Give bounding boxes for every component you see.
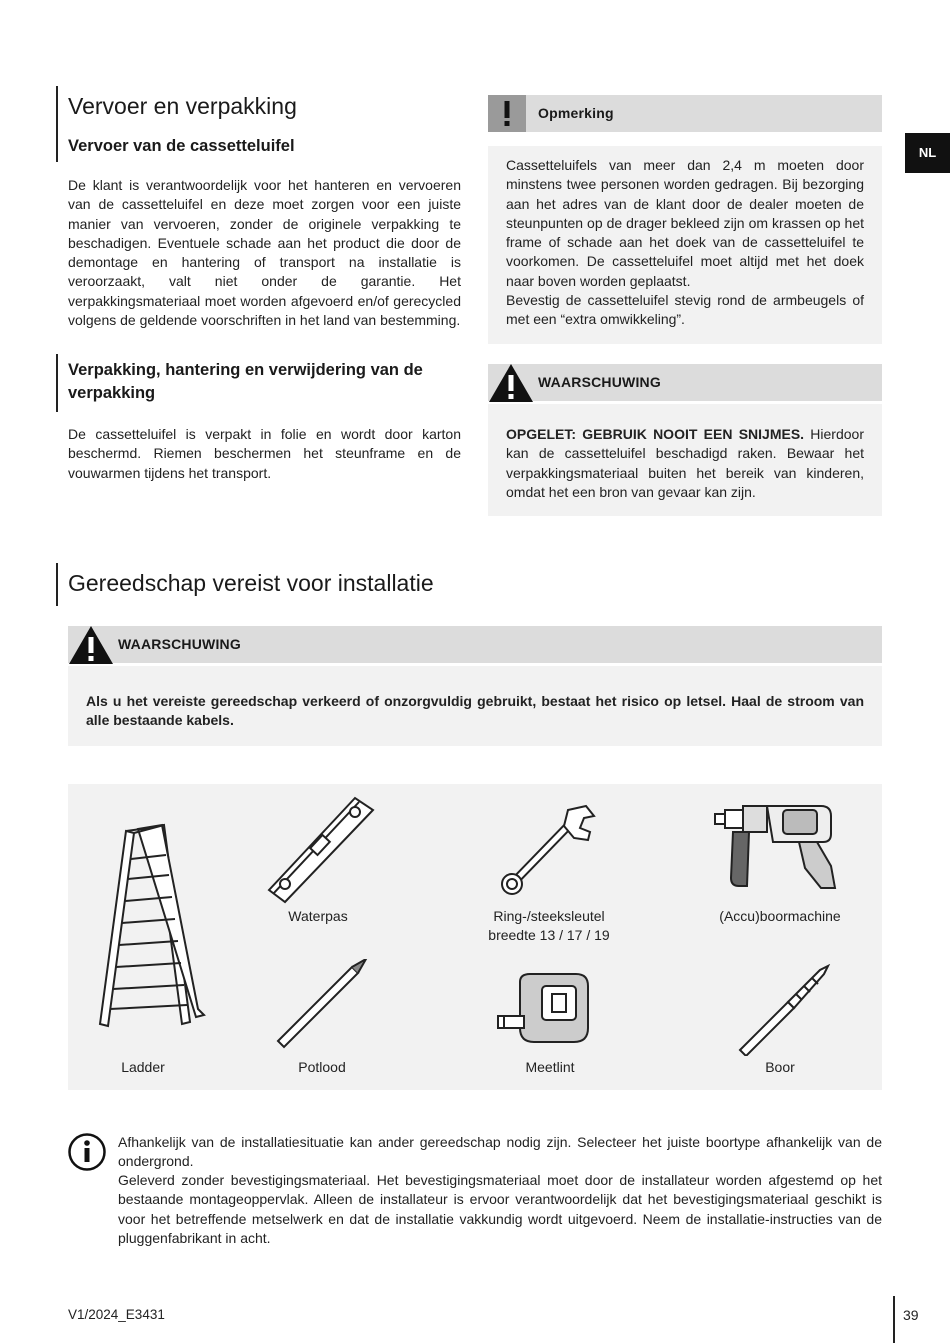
subtitle-packaging: Verpakking, hantering en verwijdering van de verpakking — [68, 361, 423, 402]
warning-box-body-2 — [68, 666, 882, 746]
warning-text-2: Als u het vereiste gereedschap verkeerd of onzorgvuldig gebruikt, bestaat het risico op letsel. Haal de stroom van alle bestaande kabels. — [86, 693, 864, 729]
version-code: V1/2024_E3431 — [68, 1307, 165, 1322]
info-text-1: Afhankelijk van de installatiesituatie kan ander gereedschap nodig zijn. Selecteer het juiste boortype afhankelijk van de ondergrond. — [118, 1134, 882, 1170]
tool-label-pencil: Potlood — [298, 1059, 346, 1075]
page-number: 39 — [903, 1307, 919, 1323]
warning-bold-text: OPGELET: GEBRUIK NOOIT EEN SNIJMES. — [506, 426, 805, 442]
info-icon — [67, 1132, 107, 1177]
spirit-level-icon — [263, 792, 378, 912]
tool-label-tape-measure: Meetlint — [525, 1059, 575, 1075]
tool-label-drill-bit: Boor — [765, 1059, 795, 1075]
section-tools-header — [56, 563, 488, 606]
language-tab: NL — [905, 133, 950, 173]
packaging-paragraph: De cassetteluifel is verpakt in folie en wordt door karton beschermd. Riemen beschermen het steunframe en de vouwarmen tijdens het transport. — [68, 426, 461, 481]
wrench-icon — [500, 804, 600, 904]
section-title-tools: Gereedschap vereist voor installatie — [68, 570, 434, 596]
tools-panel — [68, 784, 882, 1090]
warning-label-2: WAARSCHUWING — [118, 636, 241, 652]
note-text-2: Bevestig de cassetteluifel stevig rond de armbeugels of met een “extra omwikkeling”. — [506, 292, 864, 328]
warning-box-body-1 — [488, 404, 882, 516]
drill-icon — [713, 802, 838, 897]
warning-box-header-2 — [68, 626, 882, 663]
tool-label-spirit-level: Waterpas — [288, 908, 348, 924]
warning-triangle-icon-2 — [68, 624, 114, 671]
warning-normal-text: Hierdoor kan de cassetteluifel beschadigd raken. Bewaar het verpakkingsmateriaal buiten het bereik van kinderen, omdat het een bron van gevaar kan zijn. — [506, 426, 864, 500]
transport-paragraph: De klant is verantwoordelijk voor het hanteren en vervoeren van de cassetteluifel en deze moet zorgen voor een juiste manier van vervoeren, zonder de originele verpakking te beschadigen. Eventuele schade aan het product die door de demontage en hantering of transport na installatie is veroorzaakt, valt niet onder de garantie. Het verpakkingsmateriaal moet worden afgevoerd en/of gerecycled volgens de geldende voorschriften in het land van bestemming. — [68, 177, 461, 329]
exclamation-icon — [488, 95, 526, 132]
section-transport-header — [56, 86, 468, 162]
note-text: Cassetteluifels van meer dan 2,4 m moeten door minstens twee personen worden gedragen. Bij bezorging aan het adres van de klant door de dealer moeten de steunpunten op de drager bekleed zijn om krassen op het frame of schade aan het doek van de cassetteluifel te voorkomen. De cassetteluifel moet altijd met het doek naar boven worden geplaatst. — [506, 157, 864, 289]
tool-label-ladder: Ladder — [121, 1059, 165, 1075]
note-box-body — [488, 146, 882, 344]
ladder-icon — [98, 819, 208, 1039]
section-packaging-header — [56, 354, 468, 412]
tape-measure-icon — [496, 972, 591, 1049]
subtitle-transport-awning: Vervoer van de cassetteluifel — [68, 137, 295, 155]
note-label: Opmerking — [538, 105, 614, 121]
footer-divider — [893, 1296, 895, 1343]
drill-bit-icon — [736, 964, 831, 1061]
section-title-transport: Vervoer en verpakking — [68, 93, 297, 119]
warning-label-1: WAARSCHUWING — [538, 374, 661, 390]
note-box-header — [488, 95, 882, 132]
warning-box-header-1 — [488, 364, 882, 401]
pencil-icon — [276, 959, 371, 1054]
warning-text-1 — [506, 425, 864, 502]
warning-triangle-icon — [488, 362, 534, 409]
info-text-2: Geleverd zonder bevestigingsmateriaal. Het bevestigingsmateriaal moet door de installateur worden afgestemd op het bestaande montageoppervlak. Alleen de installateur is ervoor verantwoordelijk dat het bevestigingsmateriaal geschikt is voor het betreffende metselwerk en dat de installatie vakkundig wordt uitgevoerd. Neem de installatie-instructies van de pluggenfabrikant in acht. — [118, 1172, 882, 1246]
tool-label-drill: (Accu)boormachine — [719, 908, 841, 924]
tool-label-wrench-line1: Ring-/steeksleutel — [493, 908, 605, 924]
tool-label-wrench-line2: breedte 13 / 17 / 19 — [488, 927, 610, 943]
